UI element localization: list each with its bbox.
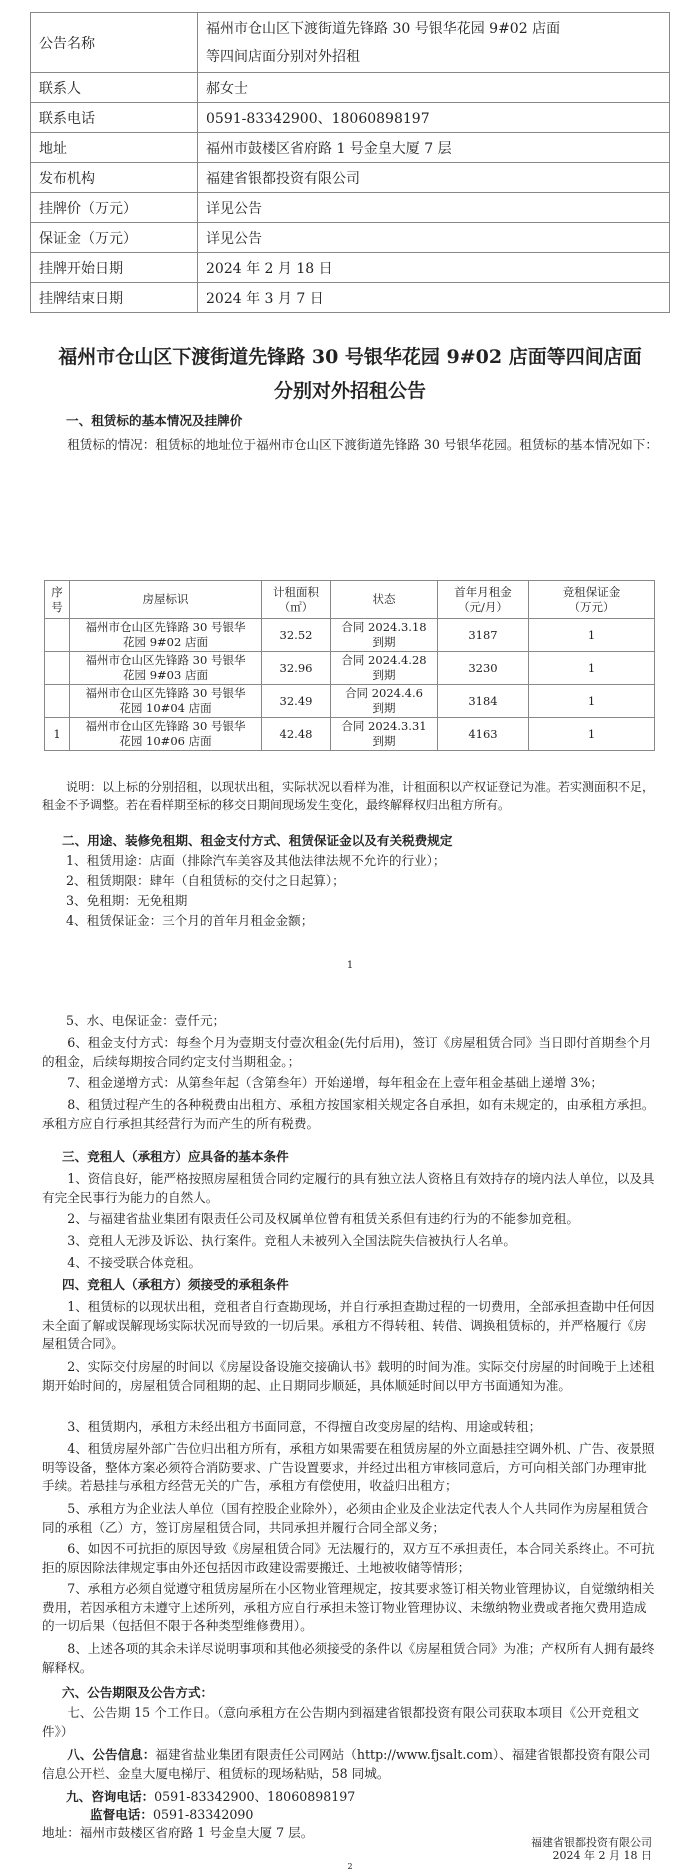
col-header: 房屋标识	[70, 581, 262, 619]
info-row	[31, 133, 670, 163]
info-key: 公告名称	[31, 13, 198, 73]
notice-name-line: 福州市仓山区下渡街道先锋路 30 号银华花园 9#02 店面 等四间店面分别对外招租	[206, 20, 561, 65]
cell-area: 42.48	[262, 718, 331, 751]
page-number: 2	[347, 1862, 353, 1871]
cell-rent: 3184	[438, 685, 529, 718]
section-2-heading: 二、用途、装修免租期、租金支付方式、租赁保证金以及有关税费规定	[62, 833, 453, 848]
cell-area: 32.52	[262, 619, 331, 652]
cell-no: 1	[45, 718, 70, 751]
cell-deposit: 1	[529, 685, 655, 718]
cell-area: 32.49	[262, 685, 331, 718]
section-4-item: 3、租赁期内，承租方未经出租方书面同意，不得擅自改变房屋的结构、用途或转租；	[67, 1419, 542, 1434]
section-4-item: 7、承租方必须自觉遵守租赁房屋所在小区物业管理规定，按其要求签订相关物业管理协议，自觉缴纳相关费用，若因承租方未遵守上述所列，承租方应自行承担未签订物业管理协议、未缴纳物业费或者拖欠费用造成的一切后果（包括但不限于各种类型维修费用）。	[42, 1581, 655, 1634]
cell-status: 合同 2024.4.28 到期	[331, 652, 438, 685]
section-1-heading: 一、租赁标的基本情况及挂牌价	[66, 413, 243, 428]
info-key: 地址	[31, 133, 198, 163]
info-value: 福州市鼓楼区省府路 1 号金皇大厦 7 层	[198, 133, 670, 163]
info-row	[31, 283, 670, 313]
info-row	[31, 73, 670, 103]
note-paragraph: 说明：以上标的分别招租，以现状出租，实际状况以看样为准，计租面积以产权证登记为准。若实测面积不足，租金不予调整。若在看样期至标的移交日期间现场发生变化，最终解释权归出租方所有。	[42, 780, 655, 812]
info-row	[31, 193, 670, 223]
table-row	[45, 652, 655, 685]
section-8-label: 八、公告信息：	[67, 1747, 156, 1762]
col-header: 竞租保证金 （万元）	[529, 581, 655, 619]
info-key: 挂牌开始日期	[31, 253, 198, 283]
info-value	[198, 13, 670, 73]
col-header: 状态	[331, 581, 438, 619]
notice-info-table	[30, 12, 670, 313]
cell-deposit: 1	[529, 619, 655, 652]
info-value: 郝女士	[198, 73, 670, 103]
section-8-text	[42, 1746, 658, 1783]
section-4-heading: 四、竞租人（承租方）须接受的承租条件	[62, 1277, 289, 1292]
section-4-item: 5、承租方为企业法人单位（国有控股企业除外），必须由企业及企业法定代表人个人共同作为房屋租赁合同的承租（乙）方，签订房屋租赁合同，共同承担并履行合同全部义务；	[42, 1501, 649, 1535]
cell-no	[45, 652, 70, 685]
info-row	[31, 103, 670, 133]
info-key: 挂牌价（万元）	[31, 193, 198, 223]
section-7-text: 七、公告期 15 个工作日。（意向承租方在公告期内到福建省银都投资有限公司获取本项目《公开竞租文件》）	[42, 1705, 640, 1739]
section-4-item: 8、上述各项的其余未详尽说明事项和其他必须接受的条件以《房屋租赁合同》为准；产权所有人拥有最终解释权。	[42, 1641, 655, 1675]
signature-block	[531, 1836, 652, 1862]
table-row	[45, 685, 655, 718]
cell-deposit: 1	[529, 718, 655, 751]
lease-table-header	[45, 581, 655, 619]
section-2-item: 7、租金递增方式：从第叁年起（含第叁年）开始递增，每年租金在上壹年租金基础上递增 3%；	[67, 1075, 603, 1090]
signature-date: 2024 年 2 月 18 日	[552, 1849, 652, 1862]
supervision-label: 监督电话：	[90, 1807, 153, 1822]
section-2-item: 5、水、电保证金：壹仟元；	[66, 1013, 226, 1028]
cell-rent: 3187	[438, 619, 529, 652]
section-3-item: 2、与福建省盐业集团有限责任公司及权属单位曾有租赁关系但有违约行为的不能参加竞租。	[67, 1211, 579, 1226]
section-2-item: 3、免租期：无免租期	[66, 893, 188, 908]
section-3-item: 4、不接受联合体竞租。	[67, 1255, 202, 1270]
section-2-item: 1、租赁用途：店面（排除汽车美容及其他法律法规不允许的行业）；	[66, 853, 446, 868]
page-number: 1	[346, 960, 354, 971]
table-row	[45, 619, 655, 652]
section-4-item: 4、租赁房屋外部广告位归出租方所有，承租方如果需要在租赁房屋的外立面悬挂空调外机、广告、夜景照明等设备，整体方案必须符合消防要求、广告设置要求，并经过出租方审核同意后，方可向相关部门办理审批手续。若悬挂与承租方经营无关的广告，承租方有偿使用，收益归出租方；	[42, 1441, 655, 1494]
info-value: 详见公告	[198, 193, 670, 223]
section-3-heading: 三、竞租人（承租方）应具备的基本条件	[62, 1149, 289, 1164]
info-row	[31, 253, 670, 283]
cell-status: 合同 2024.3.18 到期	[331, 619, 438, 652]
info-key: 发布机构	[31, 163, 198, 193]
section-6-heading: 六、公告期限及公告方式：	[62, 1685, 214, 1700]
info-row	[31, 163, 670, 193]
lease-table	[44, 580, 655, 751]
col-header: 序 号	[45, 581, 70, 619]
cell-deposit: 1	[529, 652, 655, 685]
supervision-line	[90, 1806, 253, 1825]
info-value: 2024 年 3 月 7 日	[198, 283, 670, 313]
info-key: 挂牌结束日期	[31, 283, 198, 313]
supervision-phone: 0591-83342090	[152, 1807, 254, 1822]
section-2-item: 4、租赁保证金：三个月的首年月租金金额；	[66, 913, 314, 928]
section-3-item: 1、资信良好，能严格按照房屋租赁合同约定履行的具有独立法人资格且有效持存的境内法人单位，以及具有完全民事行为能力的自然人。	[42, 1171, 655, 1205]
section-4-item: 1、租赁标的以现状出租，竞租者自行查勘现场，并自行承担查勘过程的一切费用，全部承担查勘中任何因未全面了解或误解现场实际状况而导致的一切后果。承租方不得转租、转借、调换租赁标的，并严格履行《房屋租赁合同》。	[42, 1299, 655, 1352]
cell-no	[45, 685, 70, 718]
cell-rent: 4163	[438, 718, 529, 751]
signature-org: 福建省银都投资有限公司	[531, 1836, 652, 1849]
cell-no	[45, 619, 70, 652]
section-2-item: 8、租赁过程产生的各种税费由出租方、承租方按国家相关规定各自承担，如有未规定的，由承租方承担。承租方应自行承担其经营行为而产生的所有税费。	[42, 1097, 655, 1131]
section-3-item: 3、竞租人无涉及诉讼、执行案件。竞租人未被列入全国法院失信被执行人名单。	[67, 1233, 516, 1248]
section-4-item: 2、实际交付房屋的时间以《房屋设备设施交接确认书》载明的时间为准。实际交付房屋的时间晚于上述租期开始时间的，房屋租赁合同租期的起、止日期同步顺延，具体顺延时间以甲方书面通知为准。	[42, 1359, 655, 1393]
address-line: 地址：福州市鼓楼区省府路 1 号金皇大厦 7 层。	[42, 1825, 314, 1840]
info-value: 0591-83342900、18060898197	[198, 103, 670, 133]
info-key: 联系人	[31, 73, 198, 103]
cell-name: 福州市仓山区先锋路 30 号银华 花园 9#02 店面	[70, 619, 262, 652]
info-value: 福建省银都投资有限公司	[198, 163, 670, 193]
consult-phone: 0591-83342900、18060898197	[154, 1789, 356, 1804]
info-row	[31, 223, 670, 253]
section-1-intro: 租赁标的情况：租赁标的地址位于福州市仓山区下渡街道先锋路 30 号银华花园。租赁标的基本情况如下：	[67, 437, 658, 452]
cell-name: 福州市仓山区先锋路 30 号银华 花园 10#06 店面	[70, 718, 262, 751]
section-4-item: 6、如因不可抗拒的原因导致《房屋租赁合同》无法履行的，双方互不承担责任，本合同关系终止。不可抗拒的原因除法律规定事由外还包括因市政建设需要搬迁、土地被收储等情形；	[42, 1541, 655, 1575]
section-2-item: 6、租金支付方式：每叁个月为壹期支付壹次租金(先付后用)，签订《房屋租赁合同》当日即付首期叁个月的租金，后续每期按合同约定支付当期租金。；	[42, 1035, 652, 1069]
info-key: 保证金（万元）	[31, 223, 198, 253]
info-value: 详见公告	[198, 223, 670, 253]
section-9-line	[66, 1788, 355, 1807]
cell-rent: 3230	[438, 652, 529, 685]
section-8-body: 福建省盐业集团有限责任公司网站（http://www.fjsalt.com）、福建省银都投资有限公司信息公开栏、金皇大厦电梯厅、租赁标的现场粘贴，58 同城。	[42, 1747, 651, 1781]
section-2-item: 2、租赁期限：肆年（自租赁标的交付之日起算）；	[66, 873, 345, 888]
info-row	[31, 13, 670, 73]
cell-area: 32.96	[262, 652, 331, 685]
table-row	[45, 718, 655, 751]
info-key: 联系电话	[31, 103, 198, 133]
col-header: 计租面积 （㎡）	[262, 581, 331, 619]
col-header: 首年月租金 （元/月）	[438, 581, 529, 619]
cell-name: 福州市仓山区先锋路 30 号银华 花园 10#04 店面	[70, 685, 262, 718]
info-value: 2024 年 2 月 18 日	[198, 253, 670, 283]
cell-status: 合同 2024.3.31 到期	[331, 718, 438, 751]
section-9-label: 九、咨询电话：	[66, 1789, 155, 1804]
document-title: 福州市仓山区下渡街道先锋路 30 号银华花园 9#02 店面等四间店面 分别对外招租公告	[58, 346, 642, 402]
cell-status: 合同 2024.4.6 到期	[331, 685, 438, 718]
cell-name: 福州市仓山区先锋路 30 号银华 花园 9#03 店面	[70, 652, 262, 685]
